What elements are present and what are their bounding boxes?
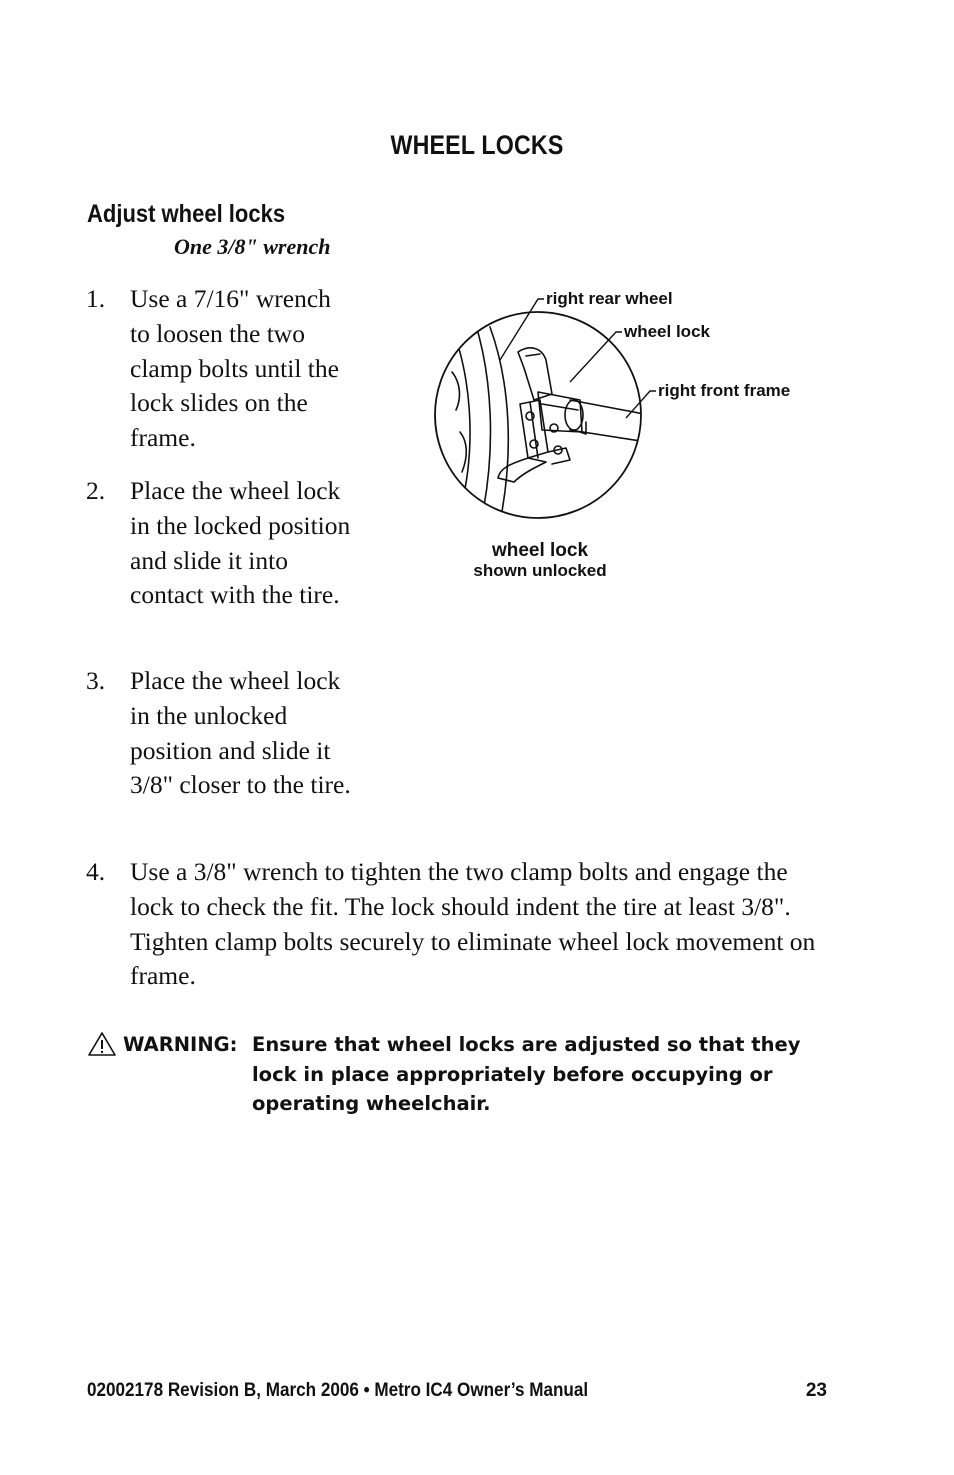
wheel-lock-figure [430,282,830,592]
warning-text: Ensure that wheel locks are adjusted so that they lock in place appropriately before occupying or operating wheelchair. [252,1033,801,1115]
step-text: Place the wheel lock in the locked position and slide it into contact with the tire. [130,476,351,610]
warning-triangle-icon [87,1030,119,1058]
warning-label: WARNING: [123,1033,238,1056]
callout-wheel-lock: wheel lock [624,322,710,341]
page-number: 23 [805,1380,827,1401]
callout-right-front-frame: right front frame [658,381,791,400]
step-number: 1. [86,284,106,313]
figure-caption-sub: shown unlocked [473,561,607,580]
section-title: Adjust wheel locks [87,200,286,228]
step-number: 4. [86,857,106,886]
tool-requirement: One 3/8" wrench [174,234,331,259]
figure-caption: wheel lock [491,540,589,561]
step-text: Use a 3/8" wrench to tighten the two clamp bolts and engage the lock to check the fit. The lock should indent the tire at least 3/8". Tighten clamp bolts securely to eliminate wheel lock movement on frame. [130,857,816,991]
step-number: 3. [86,666,106,695]
step-text: Place the wheel lock in the unlocked position and slide it 3/8" closer to the tire. [130,666,351,800]
page-title: WHEEL LOCKS [390,130,564,160]
step-number: 2. [86,476,106,505]
footer-document-info: 02002178 Revision B, March 2006 • Metro IC4 Owner’s Manual [87,1380,589,1401]
callout-right-rear-wheel: right rear wheel [546,289,673,308]
step-text: Use a 7/16" wrench to loosen the two clamp bolts until the lock slides on the frame. [130,284,339,453]
